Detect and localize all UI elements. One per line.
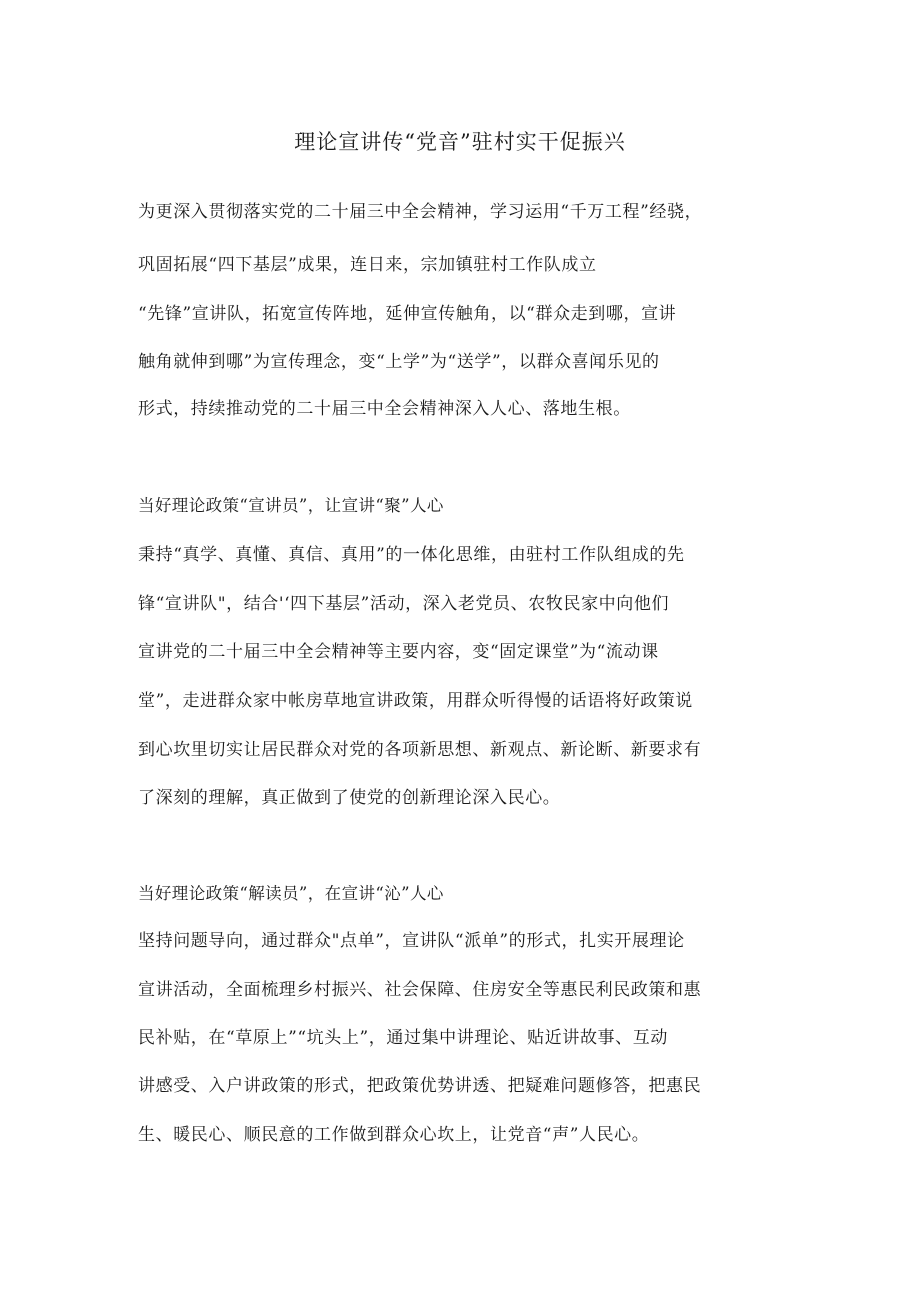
section-1-line-1: 秉持“真学、真懂、真信、真用”的一体化思维，由驻村工作队组成的先	[138, 545, 685, 565]
section-1-line-5: 到心坎里切实让居民群众对党的各项新思想、新观点、新论断、新要求有	[138, 740, 702, 760]
intro-line-3: “先锋”宣讲队，拓宽宣传阵地，延伸宣传触角，以“群众走到哪，宣讲	[138, 304, 677, 324]
section-1-line-2: 锋“宣讲队"，结合'‘四下基层”活动，深入老党员、农牧民家中向他们	[138, 594, 670, 614]
section-2-heading: 当好理论政策“解读员”，在宣讲“沁”人心	[138, 884, 444, 903]
section-1-heading: 当好理论政策“宣讲员”，让宣讲“聚”人心	[138, 496, 444, 515]
section-1-line-3: 宣讲党的二十届三中全会精神等主要内容，变“固定课堂”为“流动课	[138, 642, 659, 662]
section-2-line-1: 坚持问题导向，通过群众"点单”，宣讲队“派单”的形式，扎实开展理论	[138, 931, 685, 951]
document-title: 理论宣讲传“党音”驻村实干促振兴	[294, 130, 626, 154]
intro-line-4: 触角就伸到哪”为宣传理念，变“上学”为“送学”，以群众喜闻乐见的	[138, 352, 660, 372]
intro-line-5: 形式，持续推动党的二十届三中全会精神深入人心、落地生根。	[138, 399, 631, 419]
section-2-line-4: 讲感受、入户讲政策的形式，把政策优势讲透、把疑难问题修答，把惠民	[138, 1076, 702, 1096]
intro-line-1: 为更深入贯彻落实党的二十届三中全会精神，学习运用“千万工程”经骁，	[138, 202, 703, 222]
section-1-line-6: 了深刻的理解，真正做到了使党的创新理论深入民心。	[138, 788, 561, 808]
section-2-line-2: 宣讲活动，全面梳理乡村振兴、社会保障、住房安全等惠民利民政策和惠	[138, 980, 702, 1000]
section-1-line-4: 堂”，走进群众家中帐房草地宣讲政策，用群众听得慢的话语将好政策说	[138, 691, 693, 711]
section-2-line-5: 生、暖民心、顺民意的工作做到群众心坎上，让党音“声”人民心。	[138, 1125, 650, 1145]
intro-line-2: 巩固拓展“四下基层”成果，连日来，宗加镇驻村工作队成立	[138, 255, 597, 275]
section-2-line-3: 民补贴，在“草原上”“坑头上”，通过集中讲理论、贴近讲故事、互动	[138, 1028, 668, 1048]
